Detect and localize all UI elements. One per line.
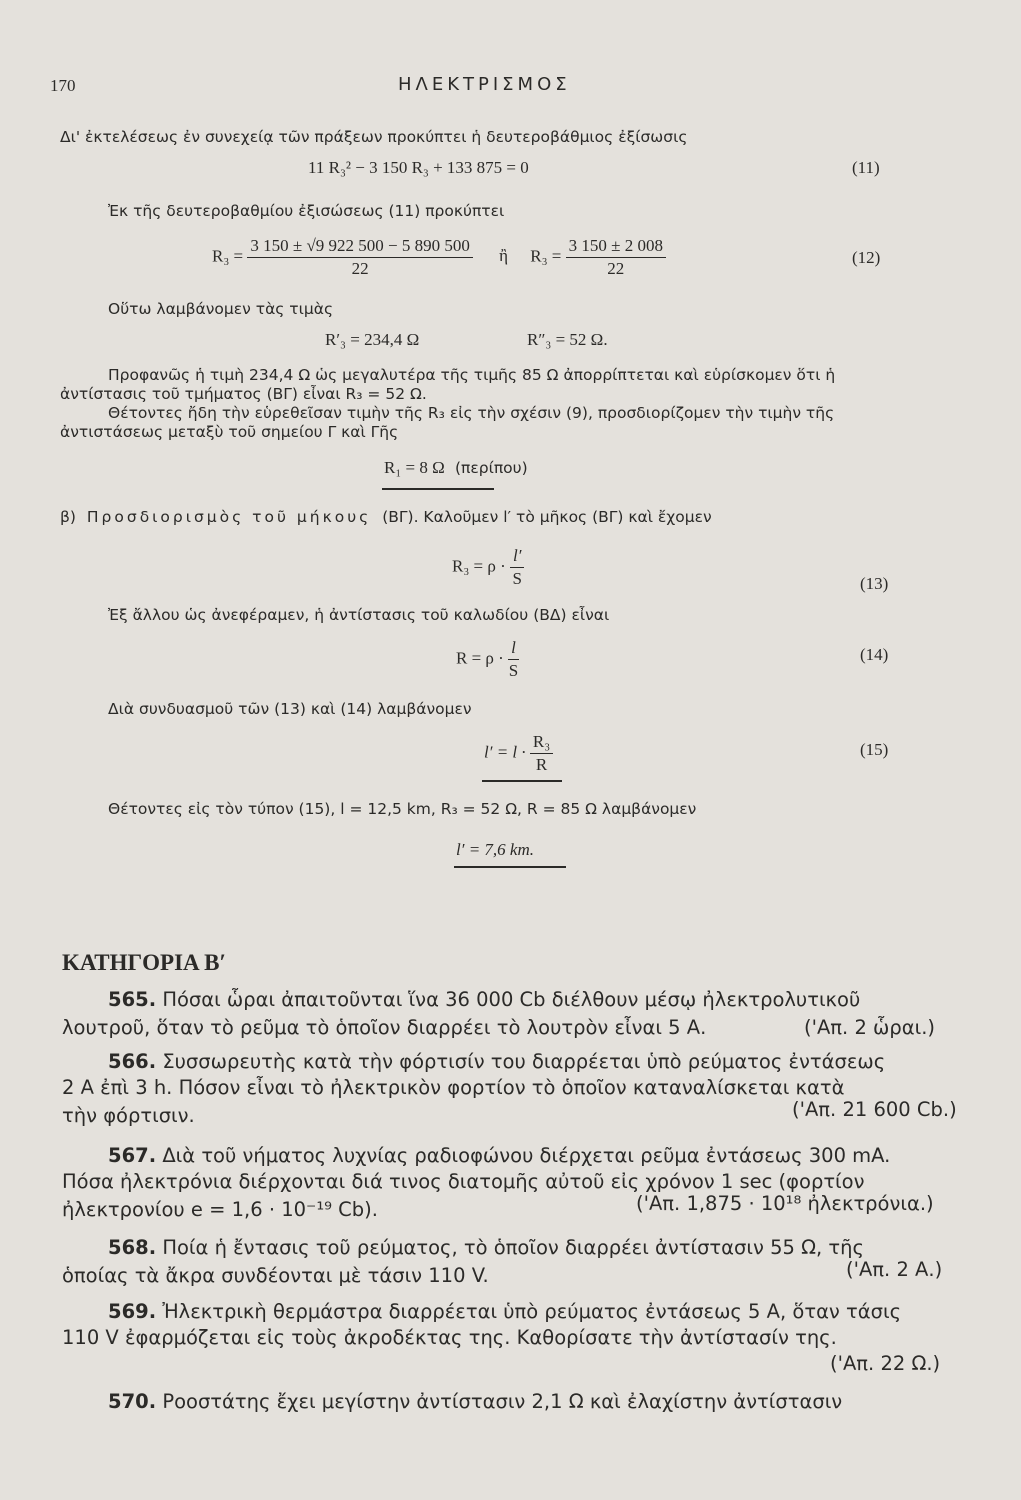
equation-number: (14) [860, 645, 889, 664]
eq13-numerator: l′ [510, 546, 524, 568]
eq15-lhs: l′ = l · [484, 742, 526, 762]
problem-565-line-1 [108, 988, 960, 1011]
paragraph: Οὕτω λαμβάνομεν τὰς τιμὰς [108, 300, 334, 318]
eq12-numerator-1: 3 150 ± √9 922 500 − 5 890 500 [247, 236, 473, 258]
problem-number: 565. [108, 988, 157, 1011]
eq12-lhs-2: R₃ = [530, 246, 562, 266]
equation-12 [212, 236, 666, 279]
problem-566-line-1 [108, 1050, 885, 1073]
problem-568-line-2: ὁποίας τὰ ἄκρα συνδέονται μὲ τάσιν 110 V. [62, 1264, 489, 1287]
equation-15 [484, 732, 553, 775]
problem-text: Ροοστάτης ἔχει μεγίστην ἀντίστασιν 2,1 Ω καὶ ἐλαχίστην ἀντίστασιν [162, 1390, 843, 1413]
paragraph: Θέτοντες ἤδη τὴν εὑρεθεῖσαν τιμὴν τῆς R₃ εἰς τὴν σχέσιν (9), προσδιορίζομεν τὴν τιμὴν τῆς [108, 404, 835, 422]
eq12-denominator-2: 22 [607, 259, 625, 278]
eq14-numerator: l [508, 638, 519, 660]
problem-text: Ἠλεκτρικὴ θερμάστρα διαρρέεται ὑπὸ ρεύματος ἐντάσεως 5 Α, ὅταν τάσις [162, 1300, 902, 1323]
result-r1 [384, 458, 528, 478]
eq14-denominator: S [508, 661, 519, 680]
eq12-fraction-1 [247, 236, 473, 279]
paragraph: Θέτοντες εἰς τὸν τύπον (15), l = 12,5 km, R₃ = 52 Ω, R = 85 Ω λαμβάνομεν [108, 800, 697, 818]
eq12-fraction-2 [566, 236, 666, 279]
problem-566-line-3: τὴν φόρτισιν. [62, 1104, 195, 1127]
result-length: l′ = 7,6 km. [456, 840, 534, 859]
problem-number: 566. [108, 1050, 157, 1073]
problem-text: Ποία ἡ ἔντασις τοῦ ρεύματος, τὸ ὁποῖον διαρρέει ἀντίστασιν 55 Ω, τῆς [162, 1236, 864, 1259]
paragraph: Διὰ συνδυασμοῦ τῶν (13) καὶ (14) λαμβάνομεν [108, 700, 472, 718]
eq12-denominator-1: 22 [351, 259, 369, 278]
subsection-b [60, 508, 712, 526]
problem-566-answer: ('Απ. 21 600 Cb.) [792, 1098, 957, 1121]
eq13-denominator: S [512, 569, 522, 588]
page-number: 170 [50, 76, 76, 95]
problem-number: 570. [108, 1390, 157, 1413]
problem-567-line-1 [108, 1144, 890, 1167]
problem-number: 567. [108, 1144, 157, 1167]
problem-568-line-1 [108, 1236, 864, 1259]
underline [382, 488, 494, 490]
values-a: R′₃ = 234,4 Ω [325, 330, 420, 349]
r1-note: (περίπου) [455, 459, 528, 477]
problem-569-answer: ('Απ. 22 Ω.) [830, 1352, 941, 1375]
problem-text: Συσσωρευτὴς κατὰ τὴν φόρτισίν του διαρρέεται ὑπὸ ρεύματος ἐντάσεως [162, 1050, 886, 1073]
paragraph: Ἐκ τῆς δευτεροβαθμίου ἐξισώσεως (11) προκύπτει [108, 202, 505, 220]
problem-565-line-2: λουτροῦ, ὅταν τὸ ρεῦμα τὸ ὁποῖον διαρρέει τὸ λουτρὸν εἶναι 5 Α. [62, 1016, 707, 1039]
problem-569-line-1 [108, 1300, 901, 1323]
equation-13 [452, 546, 524, 589]
r1-value: R₁ = 8 Ω [384, 458, 445, 477]
equation-14 [456, 638, 519, 681]
problem-text: Διὰ τοῦ νήματος λυχνίας ραδιοφώνου διέρχεται ρεῦμα ἐντάσεως 300 mA. [162, 1144, 891, 1167]
equation-number: (15) [860, 740, 889, 759]
underline [454, 866, 566, 868]
equation-number: (13) [860, 574, 889, 593]
problem-568-answer: ('Απ. 2 Α.) [846, 1258, 943, 1281]
paragraph: Ἐξ ἄλλου ὡς ἀνεφέραμεν, ἡ ἀντίστασις τοῦ καλωδίου (ΒΔ) εἶναι [108, 606, 610, 624]
eq12-lhs: R₃ = [212, 246, 244, 266]
problem-567-answer: ('Απ. 1,875 · 10¹⁸ ἠλεκτρόνια.) [636, 1192, 934, 1215]
problem-565-answer: ('Απ. 2 ὧραι.) [804, 1016, 936, 1039]
eq15-fraction [530, 732, 553, 775]
eq12-numerator-2: 3 150 ± 2 008 [566, 236, 666, 258]
eq15-denominator: R [535, 755, 548, 774]
equation-number: (11) [852, 158, 880, 177]
problem-567-line-2: Πόσα ἠλεκτρόνια διέρχονται διά τινος διατομῆς αὐτοῦ εἰς χρόνον 1 sec (φορτίον [62, 1170, 865, 1193]
eq12-or: ἢ [499, 246, 508, 266]
problem-570-line-1 [108, 1390, 842, 1413]
problem-566-line-2: 2 Α ἐπὶ 3 h. Πόσον εἶναι τὸ ἠλεκτρικὸν φορτίον τὸ ὁποῖον καταναλίσκεται κατὰ [62, 1076, 845, 1099]
eq14-fraction [508, 638, 519, 681]
eq14-lhs: R = ρ · [456, 648, 504, 668]
problem-number: 568. [108, 1236, 157, 1259]
eq13-fraction [510, 546, 524, 589]
subsection-title: Προσδιορισμὸς τοῦ μήκους [86, 508, 372, 526]
paragraph: Δι' ἐκτελέσεως ἐν συνεχείᾳ τῶν πράξεων προκύπτει ἡ δευτεροβάθμιος ἐξίσωσις [60, 128, 688, 146]
equation-11: 11 R₃² − 3 150 R₃ + 133 875 = 0 [308, 158, 529, 177]
section-title: ΚΑΤΗΓΟΡΙΑ Β′ [62, 950, 226, 975]
underline [482, 780, 562, 782]
values-b: R″₃ = 52 Ω. [527, 330, 608, 349]
eq13-lhs: R₃ = ρ · [452, 556, 506, 576]
running-title: ΗΛΕΚΤΡΙΣΜΟΣ [398, 74, 571, 95]
problem-number: 569. [108, 1300, 157, 1323]
problem-567-line-3: ἠλεκτρονίου e = 1,6 · 10⁻¹⁹ Cb). [62, 1198, 378, 1221]
equation-number: (12) [852, 248, 881, 267]
eq15-numerator: R₃ [530, 732, 553, 754]
paragraph: Προφανῶς ἡ τιμὴ 234,4 Ω ὡς μεγαλυτέρα τῆς τιμῆς 85 Ω ἀπορρίπτεται καὶ εὑρίσκομεν ὅτι ἡ [108, 366, 836, 384]
subsection-rest: (ΒΓ). Καλοῦμεν l′ τὸ μῆκος (ΒΓ) καὶ ἔχομεν [382, 508, 712, 526]
paragraph: ἀντίστασις τοῦ τμήματος (ΒΓ) εἶναι R₃ = 52 Ω. [60, 385, 427, 403]
problem-text: Πόσαι ὧραι ἀπαιτοῦνται ἵνα 36 000 Cb διέλθουν μέσῳ ἠλεκτρολυτικοῦ [162, 988, 861, 1011]
problem-569-line-2: 110 V ἐφαρμόζεται εἰς τοὺς ἀκροδέκτας της. Καθορίσατε τὴν ἀντίστασίν της. [62, 1326, 837, 1349]
subsection-label: β) [60, 508, 76, 526]
paragraph: ἀντιστάσεως μεταξὺ τοῦ σημείου Γ καὶ Γῆς [60, 423, 399, 441]
